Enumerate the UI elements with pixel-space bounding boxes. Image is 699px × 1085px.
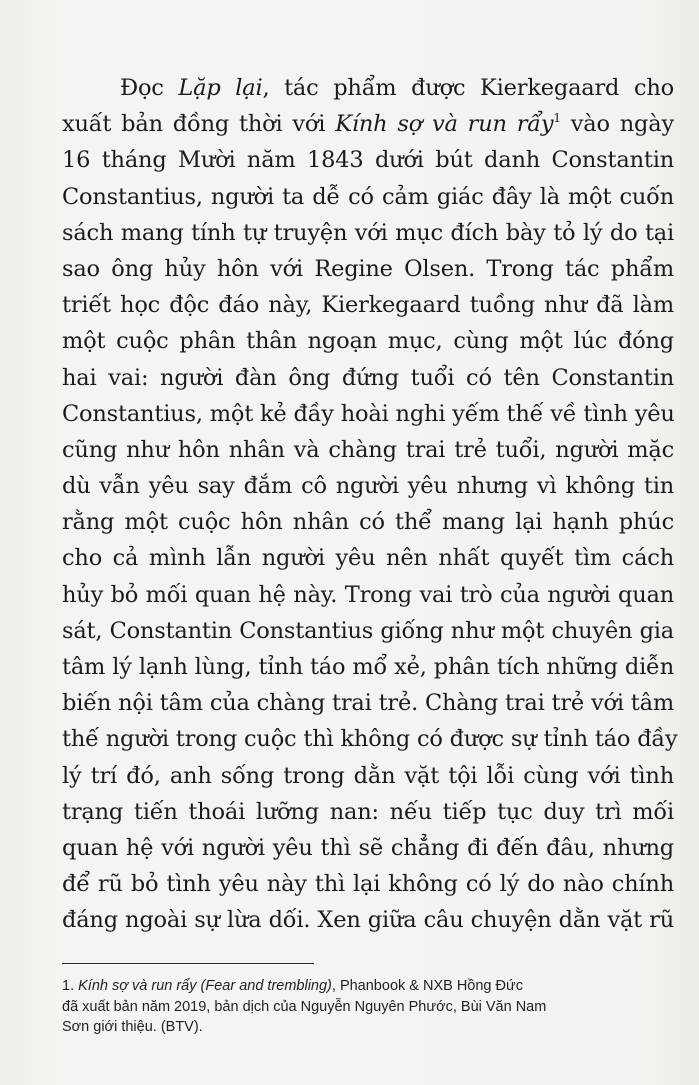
text-line xyxy=(62,142,674,178)
text-run: cũng như hôn nhân và chàng trai trẻ tuổi, người mặc xyxy=(62,436,674,463)
text-run: hai vai: người đàn ông đứng tuổi có tên Constantin xyxy=(62,364,674,391)
text-line xyxy=(62,287,674,323)
text-run: đã xuất bản năm 2019, bản dịch của Nguyễn Nguyên Phước, Bùi Văn Nam xyxy=(62,998,547,1015)
italic-title: Lặp lại xyxy=(178,75,263,101)
text-run: cho cả mình lẫn người yêu nên nhất quyết tìm cách xyxy=(62,545,674,572)
text-line xyxy=(62,866,674,902)
text-line xyxy=(62,251,674,287)
text-line xyxy=(62,758,674,794)
text-run: lý trí đó, anh sống trong dằn vặt tội lỗi cùng với tình xyxy=(62,762,674,789)
text-run: Constantius, người ta dễ có cảm giác đây là một cuốn xyxy=(62,183,674,210)
text-run: , tác phẩm được Kierkegaard cho xyxy=(262,75,674,101)
text-run: vào ngày xyxy=(560,111,674,138)
text-line xyxy=(62,902,674,938)
text-run: triết học độc đáo này, Kierkegaard tuồng như đã làm xyxy=(62,292,674,319)
text-line xyxy=(62,830,674,866)
text-line xyxy=(62,432,674,468)
body-paragraph xyxy=(62,70,678,939)
text-run: biến nội tâm của chàng trai trẻ. Chàng trai trẻ với tâm xyxy=(62,690,674,717)
text-run: đáng ngoài sự lừa dối. Xen giữa câu chuyện dằn vặt rũ xyxy=(62,907,674,934)
text-run: Sơn giới thiệu. (BTV). xyxy=(62,1019,203,1035)
text-run: một cuộc phân thân ngoạn mục, cùng một lúc đóng xyxy=(62,328,674,355)
text-run: Đọc xyxy=(120,75,179,101)
footnote-line xyxy=(62,976,674,997)
italic-title: Kính sợ và run rẩy (Fear and trembling) xyxy=(78,978,332,994)
text-run: để rũ bỏ tình yêu này thì lại không có lý do nào chính xyxy=(62,871,674,898)
text-line xyxy=(62,179,674,215)
footnote xyxy=(62,976,674,1038)
text-line xyxy=(62,649,674,685)
text-run: tâm lý lạnh lùng, tỉnh táo mổ xẻ, phân tích những diễn xyxy=(62,654,674,680)
text-line xyxy=(62,794,674,830)
text-run: hủy bỏ mối quan hệ này. Trong vai trò của người quan xyxy=(62,581,674,608)
text-run: sát, Constantin Constantius giống như một chuyên gia xyxy=(62,617,674,644)
text-run: thế người trong cuộc thì không có được sự tỉnh táo đầy xyxy=(62,726,678,753)
text-run: Constantius, một kẻ đầy hoài nghi yếm thế về tình yêu xyxy=(62,400,675,427)
footnote-marker: 1 xyxy=(553,111,561,126)
text-run: xuất bản đồng thời với xyxy=(62,111,336,138)
text-line xyxy=(62,685,674,721)
text-line xyxy=(62,504,674,540)
text-run: , Phanbook & NXB Hồng Đức xyxy=(331,978,523,994)
text-run: trạng tiến thoái lưỡng nan: nếu tiếp tục duy trì mối xyxy=(62,798,674,825)
italic-title: Kính sợ và run rẩy xyxy=(335,111,554,138)
text-line xyxy=(62,577,674,613)
text-run: sao ông hủy hôn với Regine Olsen. Trong tác phẩm xyxy=(62,255,674,282)
text-line xyxy=(62,70,674,106)
footnote-line xyxy=(62,1017,674,1038)
text-run: sách mang tính tự truyện với mục đích bày tỏ lý do tại xyxy=(62,219,674,246)
text-line xyxy=(62,396,674,432)
text-line xyxy=(62,360,674,396)
text-run: rằng một cuộc hôn nhân có thể mang lại hạnh phúc xyxy=(62,509,674,536)
text-line xyxy=(62,540,674,576)
text-line xyxy=(62,215,674,251)
text-run: 16 tháng Mười năm 1843 dưới bút danh Constantin xyxy=(62,147,674,174)
text-line xyxy=(62,721,678,757)
text-run: 1. xyxy=(62,978,79,994)
footnote-divider xyxy=(62,963,314,964)
text-line xyxy=(62,468,674,504)
text-run: quan hệ với người yêu thì sẽ chẳng đi đến đâu, nhưng xyxy=(62,834,674,861)
footnote-line xyxy=(62,997,674,1018)
text-line xyxy=(62,106,674,142)
text-line xyxy=(62,323,674,359)
text-run: dù vẫn yêu say đắm cô người yêu nhưng vì không tin xyxy=(62,473,674,500)
text-line xyxy=(62,613,674,649)
